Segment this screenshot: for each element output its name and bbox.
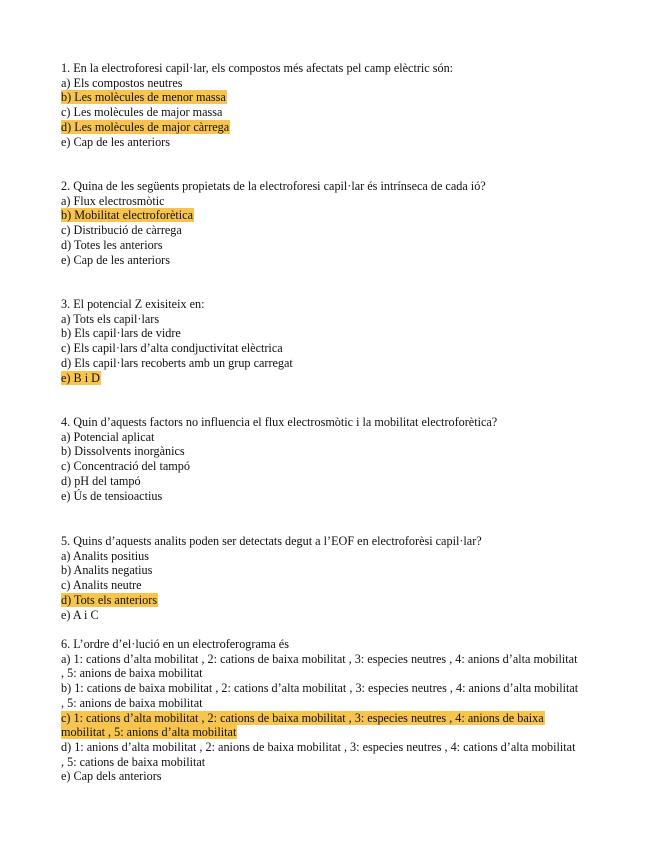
question-3	[61, 297, 581, 385]
question-text: 5. Quins d’aquests analits poden ser detectats degut a l’EOF en electroforèsi capil·lar?	[61, 534, 482, 548]
question-2	[61, 179, 581, 267]
option-b: b) Els capil·lars de vidre	[61, 326, 181, 341]
question-text: 4. Quin d’aquests factors no influencia el flux electrosmòtic i la mobilitat electroforètica?	[61, 415, 498, 429]
option-d	[61, 120, 581, 135]
option-d: d) 1: anions d’alta mobilitat , 2: anions de baixa mobilitat , 3: especies neutres , 4: cations d’alta mobilitat , 5: cations de baixa mobilitat	[61, 739, 576, 769]
option-b	[61, 208, 581, 223]
highlighted-answer: c) 1: cations d’alta mobilitat , 2: cations de baixa mobilitat , 3: especies neutres , 4: anions de baixa mobilitat , 5: anions d’alta mobilitat	[61, 710, 544, 740]
option-d: d) Totes les anteriors	[61, 237, 163, 252]
option-b: b) Analits negatius	[61, 563, 153, 578]
option-c: c) Les molècules de major massa	[61, 105, 223, 120]
question-text: 6. L’ordre d’el·lució en un electroferograma és	[61, 637, 289, 651]
question-6	[61, 637, 581, 784]
option-a: a) Els compostos neutres	[61, 75, 183, 90]
option-a: a) Tots els capil·lars	[61, 311, 160, 326]
option-e: e) Cap dels anteriors	[61, 769, 162, 784]
option-a: a) 1: cations d’alta mobilitat , 2: cations de baixa mobilitat , 3: especies neutres , 4: anions d’alta mobilitat , 5: anions de baixa mobilitat	[61, 651, 578, 681]
question-5	[61, 534, 581, 622]
option-e	[61, 371, 581, 386]
question-text: 3. El potencial Z exisiteix en:	[61, 297, 205, 311]
option-a: a) Analits positius	[61, 548, 150, 563]
option-e: e) Cap de les anteriors	[61, 252, 170, 267]
question-4	[61, 415, 581, 503]
option-c: c) Els capil·lars d’alta condjuctivitat elèctrica	[61, 341, 283, 356]
question-1	[61, 61, 581, 149]
question-text: 1. En la electroforesi capil·lar, els compostos més afectats pel camp elèctric són:	[61, 61, 454, 75]
option-d	[61, 593, 581, 608]
option-d: d) Els capil·lars recoberts amb un grup carregat	[61, 355, 293, 370]
question-text: 2. Quina de les següents propietats de la electroforesi capil·lar és intrínseca de cada ió?	[61, 179, 486, 193]
option-b: b) 1: cations de baixa mobilitat , 2: cations d’alta mobilitat , 3: especies neutres , 4: anions d’alta mobilitat , 5: anions de baixa mobilitat	[61, 681, 579, 710]
option-e: e) A i C	[61, 607, 99, 622]
option-c: c) Concentració del tampó	[61, 459, 190, 474]
highlighted-answer: e) B i D	[61, 370, 100, 385]
highlighted-answer: d) Tots els anteriors	[61, 592, 158, 607]
option-d: d) pH del tampó	[61, 473, 141, 488]
option-c	[61, 711, 581, 740]
highlighted-answer: d) Les molècules de major càrrega	[61, 119, 230, 134]
option-e: e) Cap de les anteriors	[61, 134, 170, 149]
option-b	[61, 90, 581, 105]
option-e: e) Ús de tensioactius	[61, 488, 163, 503]
option-b: b) Dissolvents inorgànics	[61, 444, 185, 459]
option-c: c) Distribució de càrrega	[61, 223, 182, 238]
option-a: a) Flux electrosmòtic	[61, 193, 165, 208]
highlighted-answer: b) Mobilitat electroforètica	[61, 208, 193, 223]
option-a: a) Potencial aplicat	[61, 429, 155, 444]
option-c: c) Analits neutre	[61, 578, 142, 593]
highlighted-answer: b) Les molècules de menor massa	[61, 90, 226, 105]
